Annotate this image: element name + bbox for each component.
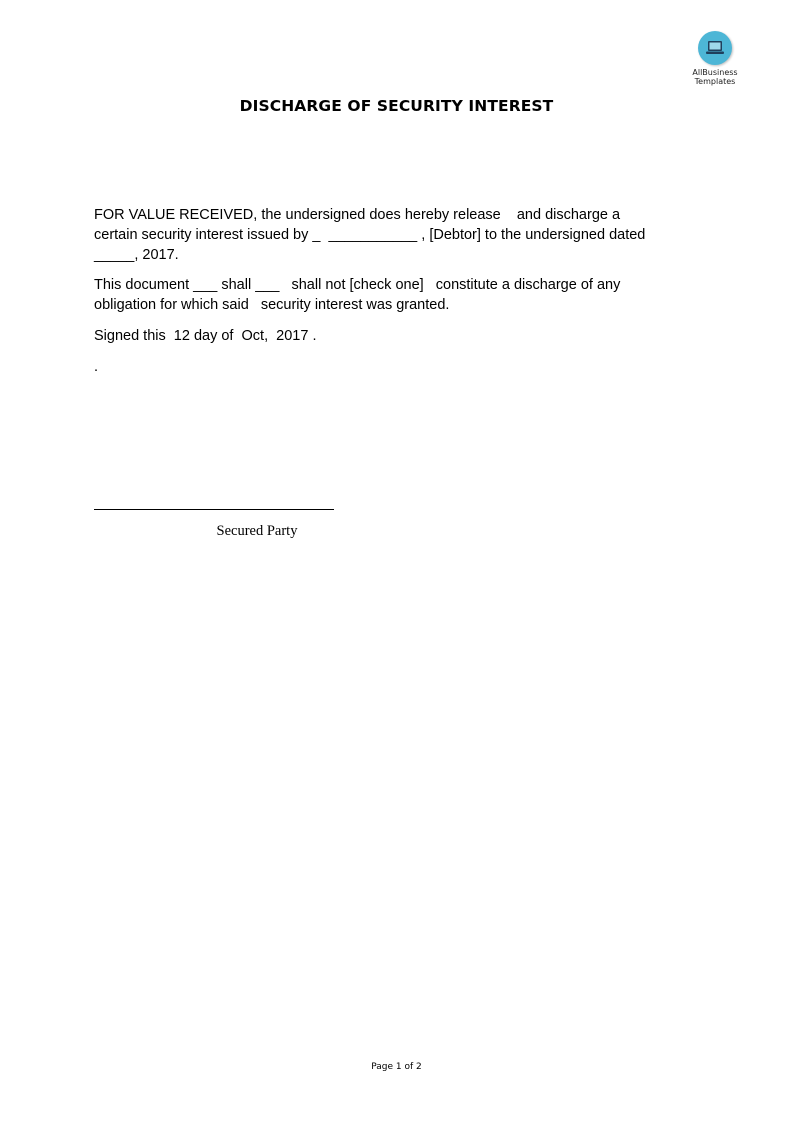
discharge-paragraph: This document ___ shall ___ shall not [check one] constitute a discharge of any obligation for which said security interest was granted. [94, 277, 621, 313]
logo-text [682, 68, 748, 86]
logo-line-2: Templates [694, 77, 736, 86]
logo-line-1: AllBusiness [692, 68, 738, 77]
period-paragraph: . [94, 359, 99, 375]
release-paragraph: FOR VALUE RECEIVED, the undersigned does hereby release and discharge a certain security interest issued by _ ___________ , [Debtor] to the undersigned dated _____, 2017. [94, 207, 646, 263]
signature-label: Secured Party [216, 523, 298, 539]
laptop-icon [698, 31, 732, 65]
company-logo [682, 31, 748, 86]
signature-line [94, 509, 334, 510]
document-title: DISCHARGE OF SECURITY INTEREST [239, 97, 554, 115]
page-number: Page 1 of 2 [371, 1062, 422, 1072]
signed-date-paragraph: Signed this 12 day of Oct, 2017 . [94, 328, 317, 344]
